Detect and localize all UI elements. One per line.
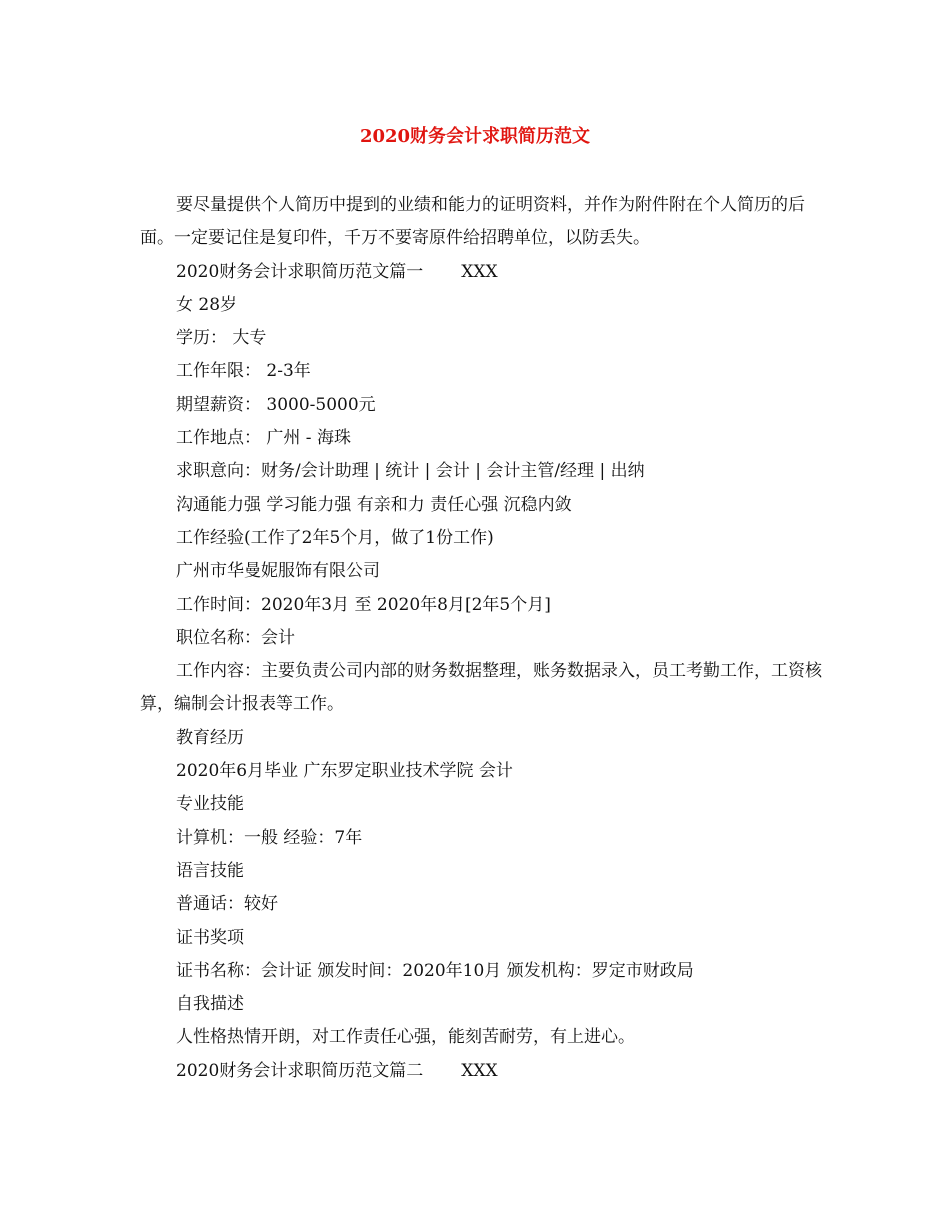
resume-line: 2020年6月毕业 广东罗定职业技术学院 会计 — [176, 761, 513, 782]
section1-heading-line — [140, 256, 830, 289]
section2-heading: 2020财务会计求职简历范文篇二 — [176, 1060, 424, 1081]
resume-line: 广州市华曼妮服饰有限公司 — [176, 561, 380, 582]
resume-line: 语言技能 — [176, 860, 244, 881]
resume-line: 求职意向：财务/会计助理 | 统计 | 会计 | 会计主管/经理 | 出纳 — [176, 461, 645, 482]
section2-heading-line — [140, 1055, 830, 1088]
resume-line: 工作时间：2020年3月 至 2020年8月[2年5个月] — [176, 594, 551, 615]
section1-name: XXX — [461, 261, 498, 282]
resume-line: 学历： 大专 — [176, 328, 267, 349]
resume-line: 普通话：较好 — [176, 894, 278, 915]
resume-line: 证书名称：会计证 颁发时间：2020年10月 颁发机构：罗定市财政局 — [176, 960, 694, 981]
intro-paragraph: 要尽量提供个人简历中提到的业绩和能力的证明资料，并作为附件附在个人简历的后面。一定要记住是复印件，千万不要寄原件给招聘单位，以防丢失。 — [140, 195, 805, 249]
resume-line: 专业技能 — [176, 794, 244, 815]
section1-heading: 2020财务会计求职简历范文篇一 — [176, 261, 424, 282]
resume-line: 自我描述 — [176, 994, 244, 1015]
resume-line: 证书奖项 — [176, 927, 244, 948]
resume-line: 计算机：一般 经验：7年 — [176, 827, 363, 848]
section2-name: XXX — [461, 1060, 498, 1081]
resume-line: 工作地点： 广州 - 海珠 — [176, 428, 351, 449]
document-title: 2020财务会计求职简历范文 — [359, 126, 591, 147]
resume-line: 人性格热情开朗，对工作责任心强，能刻苦耐劳，有上进心。 — [176, 1027, 635, 1048]
resume-line: 教育经历 — [176, 727, 244, 748]
resume-line: 职位名称：会计 — [176, 627, 295, 648]
resume-line: 沟通能力强 学习能力强 有亲和力 责任心强 沉稳内敛 — [176, 494, 572, 515]
resume-line: 期望薪资： 3000-5000元 — [176, 394, 376, 415]
document-body — [140, 189, 830, 1088]
resume-line: 工作经验(工作了2年5个月，做了1份工作) — [176, 527, 494, 548]
job-content-paragraph: 工作内容：主要负责公司内部的财务数据整理，账务数据录入，员工考勤工作，工资核算，编制会计报表等工作。 — [140, 661, 822, 715]
resume-line: 女 28岁 — [176, 294, 238, 315]
resume-line: 工作年限： 2-3年 — [176, 361, 311, 382]
